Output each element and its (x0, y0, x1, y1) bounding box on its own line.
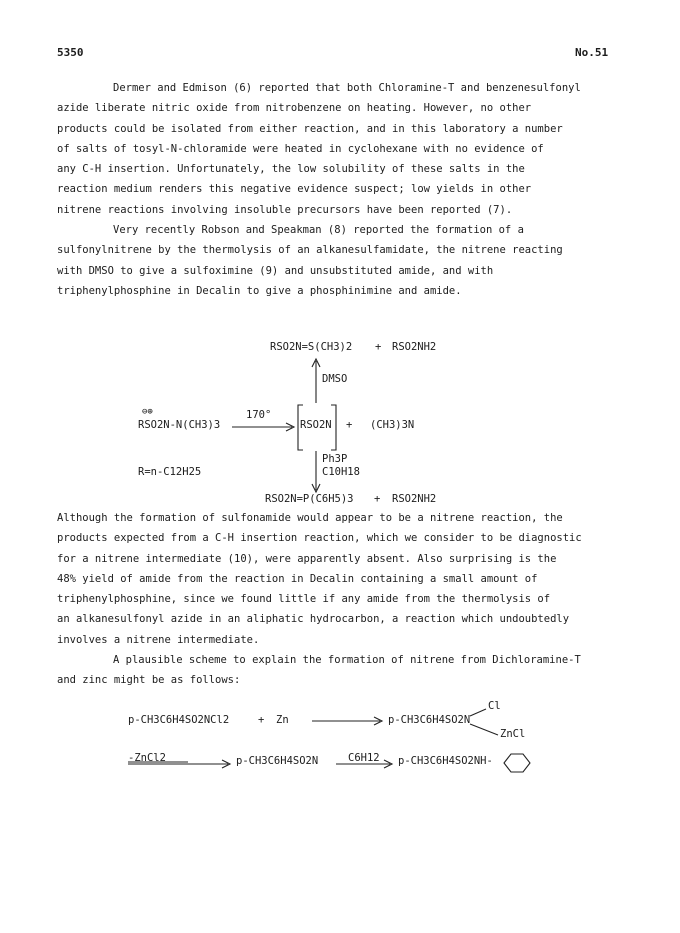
text-line: nitrene reactions involving insoluble precursors have been reported (7). (57, 203, 513, 216)
cyclohexane-reagent: C6H12 (348, 752, 380, 764)
dmso-label: DMSO (322, 373, 348, 385)
paragraph-2 (57, 508, 637, 691)
sulfoximine-product: RSO2N=S(CH3)2 (270, 341, 353, 353)
text-line: with DMSO to give a sulfoximine (9) and unsubstituted amide, and with (57, 264, 494, 277)
phosphinimine-product: RSO2N=P(C6H5)3 (265, 493, 354, 505)
reagent-label: C10H18 (322, 466, 360, 478)
paragraph-1 (57, 78, 637, 301)
text-line: an alkanesulfonyl azide in an aliphatic hydrocarbon, a reaction which undoubtedly (57, 613, 570, 626)
text-line: products could be isolated from either reaction, and in this laboratory a number (57, 122, 563, 135)
text-line: any C-H insertion. Unfortunately, the low solubility of these salts in the (57, 163, 525, 176)
plus-sign: + (346, 419, 353, 431)
cyclohexane-ring (504, 754, 530, 772)
reagent-label: Ph3P (322, 453, 348, 465)
tosylnitrene-intermediate: p-CH3C6H4SO2N (236, 755, 319, 767)
chlorine-label: Cl (488, 700, 501, 712)
text-line: for a nitrene intermediate (10), were apparently absent. Also surprising is the (57, 552, 557, 565)
text-line: involves a nitrene intermediate. (57, 633, 260, 646)
dichloramine-reactant: p-CH3C6H4SO2NCl2 (128, 714, 230, 726)
text-line: triphenylphosphine in Decalin to give a phosphinimine and amide. (57, 284, 462, 297)
amide-product: RSO2NH2 (392, 341, 437, 353)
amide-product: RSO2NH2 (392, 493, 437, 505)
text-line: A plausible scheme to explain the formation of nitrene from Dichloramine-T (113, 654, 581, 667)
insertion-product: p-CH3C6H4SO2NH- (398, 755, 493, 767)
temperature-label: 170° (246, 409, 272, 421)
reaction-scheme-1 (120, 335, 540, 510)
text-line: Very recently Robson and Speakman (8) reported the formation of a (113, 224, 524, 237)
zinc-reactant: Zn (276, 714, 289, 726)
text-line: Dermer and Edmison (6) reported that both Chloramine-T and benzenesulfonyl (113, 82, 581, 94)
text-line: Although the formation of sulfonamide would appear to be a nitrene reaction, the (57, 512, 563, 524)
text-line: reaction medium renders this negative evidence suspect; low yields in other (57, 183, 532, 196)
issue-number: No.51 (575, 46, 609, 59)
plus-sign: + (374, 493, 381, 505)
elimination-reagent: -ZnCl2 (128, 752, 166, 764)
text-line: azide liberate nitric oxide from nitrobenzene on heating. However, no other (57, 102, 532, 115)
text-line: 48% yield of amide from the reaction in Decalin containing a small amount of (57, 572, 538, 585)
zncl-label: ZnCl (500, 728, 526, 740)
scheme-2-arrows (0, 690, 680, 780)
plus-sign: + (258, 714, 265, 726)
r-definition: R=n-C12H25 (138, 466, 202, 478)
nitrene-intermediate: RSO2N (300, 419, 332, 431)
text-line: of salts of tosyl-N-chloramide were heated in cyclohexane with no evidence of (57, 142, 544, 155)
zinc-intermediate: p-CH3C6H4SO2N (388, 714, 471, 726)
text-line: triphenylphosphine, since we found little if any amide from the thermolysis of (57, 593, 551, 606)
text-line: products expected from a C-H insertion reaction, which we consider to be diagnostic (57, 532, 582, 545)
charge-signs: ⊖⊕ (142, 407, 153, 417)
amine-byproduct: (CH3)3N (370, 419, 415, 431)
page-number: 5350 (57, 46, 84, 59)
text-line: sulfonylnitrene by the thermolysis of an alkanesulfamidate, the nitrene reacting (57, 244, 563, 257)
plus-sign: + (375, 341, 382, 353)
reactant-label: RSO2N-N(CH3)3 (138, 419, 221, 431)
text-line: and zinc might be as follows: (57, 674, 241, 687)
